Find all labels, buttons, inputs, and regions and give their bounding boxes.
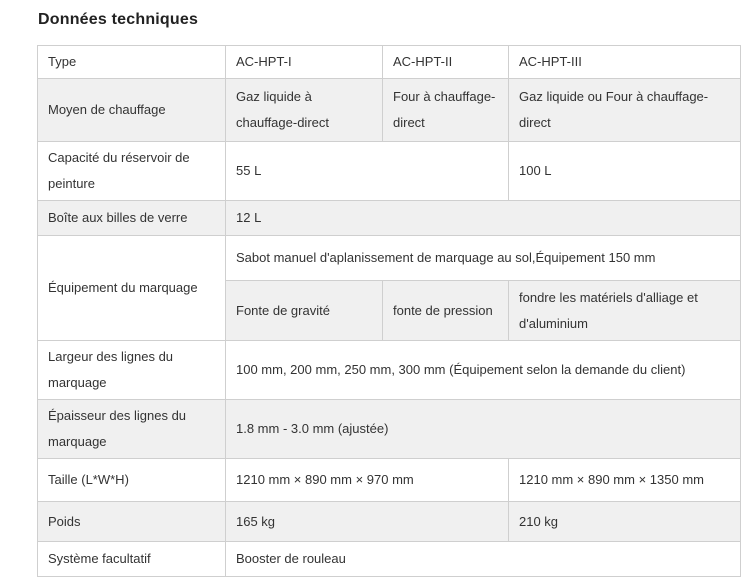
spec-weight-achpt3: 210 kg (509, 502, 741, 542)
spec-beads-value: 12 L (226, 201, 741, 236)
spec-optional-value: Booster de rouleau (226, 542, 741, 577)
table-row-weight (38, 502, 741, 542)
spec-label-weight: Poids (38, 502, 226, 542)
spec-label-heating: Moyen de chauffage (38, 79, 226, 142)
table-row-line-width (38, 341, 741, 400)
spec-label-line-thickness: Épaisseur des lignes du marquage (38, 400, 226, 459)
spec-tank-achpt3: 100 L (509, 142, 741, 201)
spec-marking-achpt1: Fonte de gravité (226, 281, 383, 341)
spec-label-marking: Équipement du marquage (38, 236, 226, 341)
spec-line-width-value: 100 mm, 200 mm, 250 mm, 300 mm (Équipement selon la demande du client) (226, 341, 741, 400)
spec-heating-achpt1: Gaz liquide à chauffage-direct (226, 79, 383, 142)
spec-heating-achpt2: Four à chauffage-direct (383, 79, 509, 142)
table-row-marking-shoe (38, 236, 741, 281)
spec-label-line-width: Largeur des lignes du marquage (38, 341, 226, 400)
spec-marking-shoe: Sabot manuel d'aplanissement de marquage au sol,Équipement 150 mm (226, 236, 741, 281)
spec-size-achpt1-2: 1210 mm × 890 mm × 970 mm (226, 459, 509, 502)
spec-tank-achpt1-2: 55 L (226, 142, 509, 201)
spec-marking-achpt3: fondre les matériels d'alliage et d'aluminium (509, 281, 741, 341)
spec-label-optional: Système facultatif (38, 542, 226, 577)
spec-label-tank: Capacité du réservoir de peinture (38, 142, 226, 201)
table-row-tank (38, 142, 741, 201)
spec-label-type: Type (38, 46, 226, 79)
spec-line-thickness-value: 1.8 mm - 3.0 mm (ajustée) (226, 400, 741, 459)
spec-type-achpt1: AC-HPT-I (226, 46, 383, 79)
table-row-type (38, 46, 741, 79)
table-row-heating (38, 79, 741, 142)
page-title: Données techniques (38, 11, 199, 28)
spec-size-achpt3: 1210 mm × 890 mm × 1350 mm (509, 459, 741, 502)
spec-label-beads: Boîte aux billes de verre (38, 201, 226, 236)
table-row-line-thickness (38, 400, 741, 459)
table-row-size (38, 459, 741, 502)
spec-heating-achpt3: Gaz liquide ou Four à chauffage-direct (509, 79, 741, 142)
table-row-optional (38, 542, 741, 577)
spec-type-achpt3: AC-HPT-III (509, 46, 741, 79)
spec-weight-achpt1-2: 165 kg (226, 502, 509, 542)
table-row-beads (38, 201, 741, 236)
spec-label-size: Taille (L*W*H) (38, 459, 226, 502)
specs-table (37, 45, 741, 577)
spec-marking-achpt2: fonte de pression (383, 281, 509, 341)
spec-type-achpt2: AC-HPT-II (383, 46, 509, 79)
